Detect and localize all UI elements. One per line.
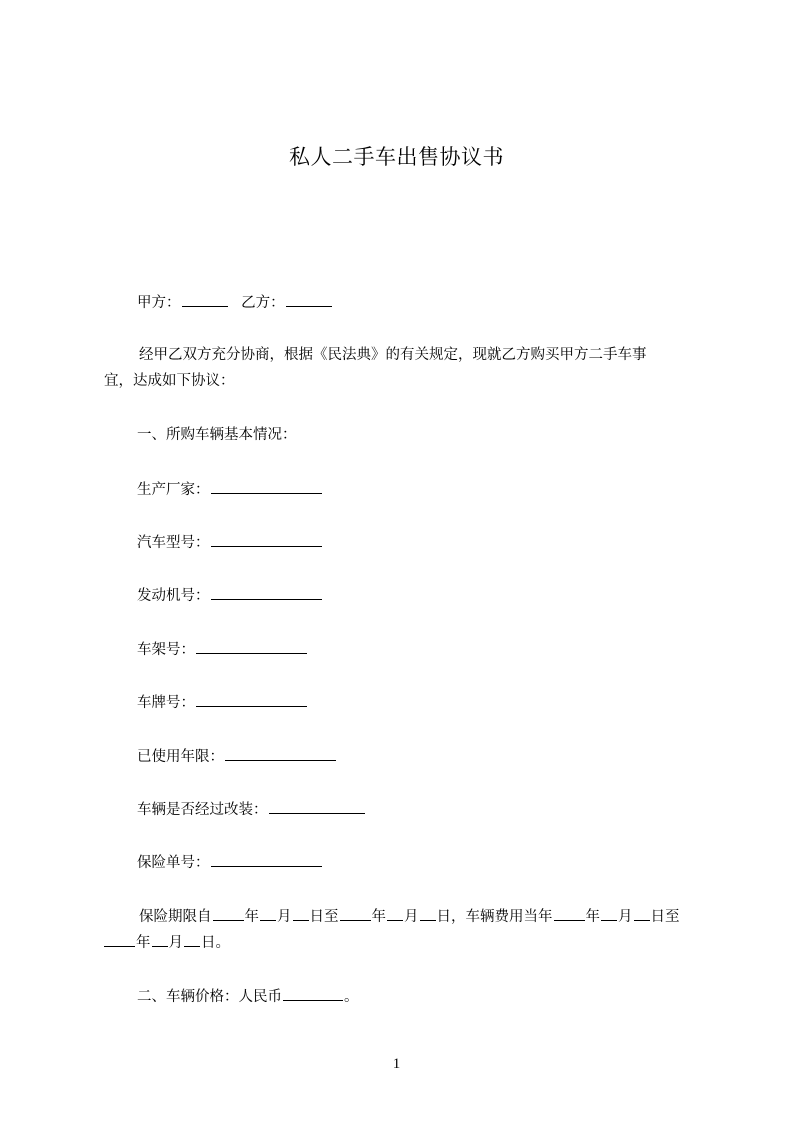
start-year-blank[interactable] bbox=[213, 906, 244, 921]
year-label: 年 bbox=[244, 909, 259, 925]
month-label: 月 bbox=[277, 909, 292, 925]
plate-blank[interactable] bbox=[196, 692, 307, 707]
frame-label: 车架号： bbox=[137, 642, 195, 658]
insurance-label: 保险单号： bbox=[137, 855, 210, 871]
model-row bbox=[137, 532, 323, 553]
engine-blank[interactable] bbox=[211, 585, 322, 600]
year-label: 年 bbox=[585, 909, 600, 925]
insurance-blank[interactable] bbox=[211, 852, 322, 867]
manufacturer-blank[interactable] bbox=[211, 479, 322, 494]
fee-end-month-blank[interactable] bbox=[152, 932, 168, 947]
frame-row bbox=[137, 639, 308, 660]
plate-row bbox=[137, 692, 308, 713]
end-day-blank[interactable] bbox=[420, 906, 436, 921]
fee-end-day-blank[interactable] bbox=[184, 932, 200, 947]
end-year-blank[interactable] bbox=[340, 906, 371, 921]
years-blank[interactable] bbox=[225, 746, 336, 761]
price-blank[interactable] bbox=[283, 986, 343, 1001]
manufacturer-row bbox=[137, 479, 323, 500]
day-to-label: 日至 bbox=[650, 909, 680, 925]
day-to-label: 日至 bbox=[309, 909, 339, 925]
year-label: 年 bbox=[136, 935, 151, 951]
month-label: 月 bbox=[404, 909, 419, 925]
parties-line bbox=[137, 292, 333, 313]
fee-start-day-blank[interactable] bbox=[634, 906, 650, 921]
insurance-period-line-1 bbox=[139, 906, 680, 927]
model-blank[interactable] bbox=[211, 532, 322, 547]
engine-row bbox=[137, 585, 323, 606]
start-day-blank[interactable] bbox=[293, 906, 309, 921]
section-2-line bbox=[137, 986, 359, 1007]
party-b-label: 乙方： bbox=[241, 295, 285, 311]
section-2-heading: 二、车辆价格：人民币 bbox=[137, 989, 282, 1005]
section-2-suffix: 。 bbox=[344, 989, 359, 1005]
party-b-blank[interactable] bbox=[286, 292, 332, 307]
intro-line-2: 宜，达成如下协议： bbox=[104, 373, 235, 389]
model-label: 汽车型号： bbox=[137, 535, 210, 551]
party-a-blank[interactable] bbox=[182, 292, 228, 307]
section-1-heading: 一、所购车辆基本情况： bbox=[137, 427, 297, 443]
fee-start-month-blank[interactable] bbox=[601, 906, 617, 921]
insurance-period-line-2 bbox=[104, 932, 230, 953]
modified-row bbox=[137, 799, 366, 820]
start-month-blank[interactable] bbox=[260, 906, 276, 921]
insurance-period-prefix: 保险期限自 bbox=[139, 909, 212, 925]
month-label: 月 bbox=[618, 909, 633, 925]
insurance-row bbox=[137, 852, 323, 873]
page-number: 1 bbox=[392, 1056, 401, 1072]
manufacturer-label: 生产厂家： bbox=[137, 482, 210, 498]
month-label: 月 bbox=[168, 935, 183, 951]
years-row bbox=[137, 746, 337, 767]
years-label: 已使用年限： bbox=[137, 749, 224, 765]
frame-blank[interactable] bbox=[196, 639, 307, 654]
modified-blank[interactable] bbox=[269, 799, 365, 814]
plate-label: 车牌号： bbox=[137, 695, 195, 711]
document-title: 私人二手车出售协议书 bbox=[289, 145, 504, 169]
engine-label: 发动机号： bbox=[137, 588, 210, 604]
intro-line-1: 经甲乙双方充分协商，根据《民法典》的有关规定，现就乙方购买甲方二手车事 bbox=[139, 347, 647, 363]
fee-end-year-blank[interactable] bbox=[104, 932, 135, 947]
end-month-blank[interactable] bbox=[387, 906, 403, 921]
modified-label: 车辆是否经过改装： bbox=[137, 802, 268, 818]
fee-start-year-blank[interactable] bbox=[554, 906, 585, 921]
day-fee-label: 日，车辆费用当年 bbox=[436, 909, 553, 925]
day-end-label: 日。 bbox=[201, 935, 230, 951]
party-a-label: 甲方： bbox=[137, 295, 181, 311]
year-label: 年 bbox=[371, 909, 386, 925]
